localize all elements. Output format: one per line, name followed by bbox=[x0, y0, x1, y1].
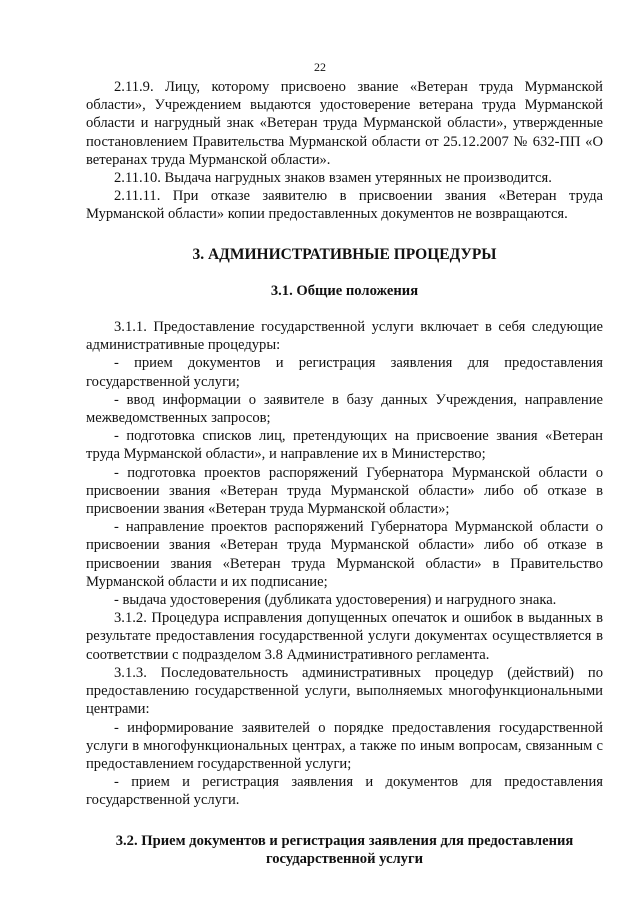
section-title: 3. АДМИНИСТРАТИВНЫЕ ПРОЦЕДУРЫ bbox=[192, 245, 497, 263]
subsection-title-3-1: 3.1. Общие положения bbox=[270, 282, 419, 299]
list-item: - информирование заявителей о порядке предоставления государственной услуги в многофункциональных центрах, а также по иным вопросам, связанным с предоставлением государственной услуги; bbox=[86, 719, 603, 772]
list-item: - прием и регистрация заявления и документов для предоставления государственной услуги. bbox=[86, 774, 603, 809]
list-item: - ввод информации о заявителе в базу данных Учреждения, направление межведомственных запросов; bbox=[86, 391, 603, 427]
document-body bbox=[86, 78, 603, 868]
paragraph-2-11-10: 2.11.10. Выдача нагрудных знаков взамен утерянных не производится. bbox=[114, 170, 552, 187]
paragraph-3-1-3: 3.1.3. Последовательность административных процедур (действий) по предоставлению государственной услуги, выполняемых многофункциональными центрами: bbox=[86, 664, 603, 718]
paragraph-2-11-9: 2.11.9. Лицу, которому присвоено звание «Ветеран труда Мурманской области», Учреждением выдаются удостоверение ветерана труда Мурманской области и нагрудный знак «Ветеран труда Мурманской области», утвержденные постановлением Правительства Мурманской области от 25.12.2007 № 632-ПП «О ветеранах труда Мурманской области». bbox=[86, 79, 603, 168]
page-number: 22 bbox=[314, 60, 326, 74]
list-item: - подготовка проектов распоряжений Губернатора Мурманской области о присвоении звания «Ветеран труда Мурманской области» либо об отказе в присвоении звания «Ветеран труда Мурманской области»; bbox=[86, 464, 603, 518]
paragraph-2-11-11: 2.11.11. При отказе заявителю в присвоении звания «Ветеран труда Мурманской области» копии предоставленных документов не возвращаются. bbox=[86, 188, 603, 223]
paragraph-3-1-2: 3.1.2. Процедура исправления допущенных опечаток и ошибок в выданных в результате предоставления государственной услуги документах осуществляется в соответствии с подразделом 3.8 Административного регламента. bbox=[86, 610, 603, 663]
subsection-title-3-2: 3.2. Прием документов и регистрация заявления для предоставления государственной услуги bbox=[115, 832, 574, 867]
list-item: - прием документов и регистрация заявления для предоставления государственной услуги; bbox=[86, 355, 603, 390]
paragraph-3-1-1: 3.1.1. Предоставление государственной услуги включает в себя следующие административные процедуры: bbox=[86, 319, 603, 354]
list-item: - направление проектов распоряжений Губернатора Мурманской области о присвоении звания «Ветеран труда Мурманской области» либо об отказе в присвоении звания «Ветеран труда Мурманской области» в Правительство Мурманской области и их подписание; bbox=[86, 519, 603, 590]
list-item: - выдача удостоверения (дубликата удостоверения) и нагрудного знака. bbox=[114, 592, 557, 609]
list-item: - подготовка списков лиц, претендующих на присвоение звания «Ветеран труда Мурманской области», и направление их в Министерство; bbox=[86, 428, 603, 463]
